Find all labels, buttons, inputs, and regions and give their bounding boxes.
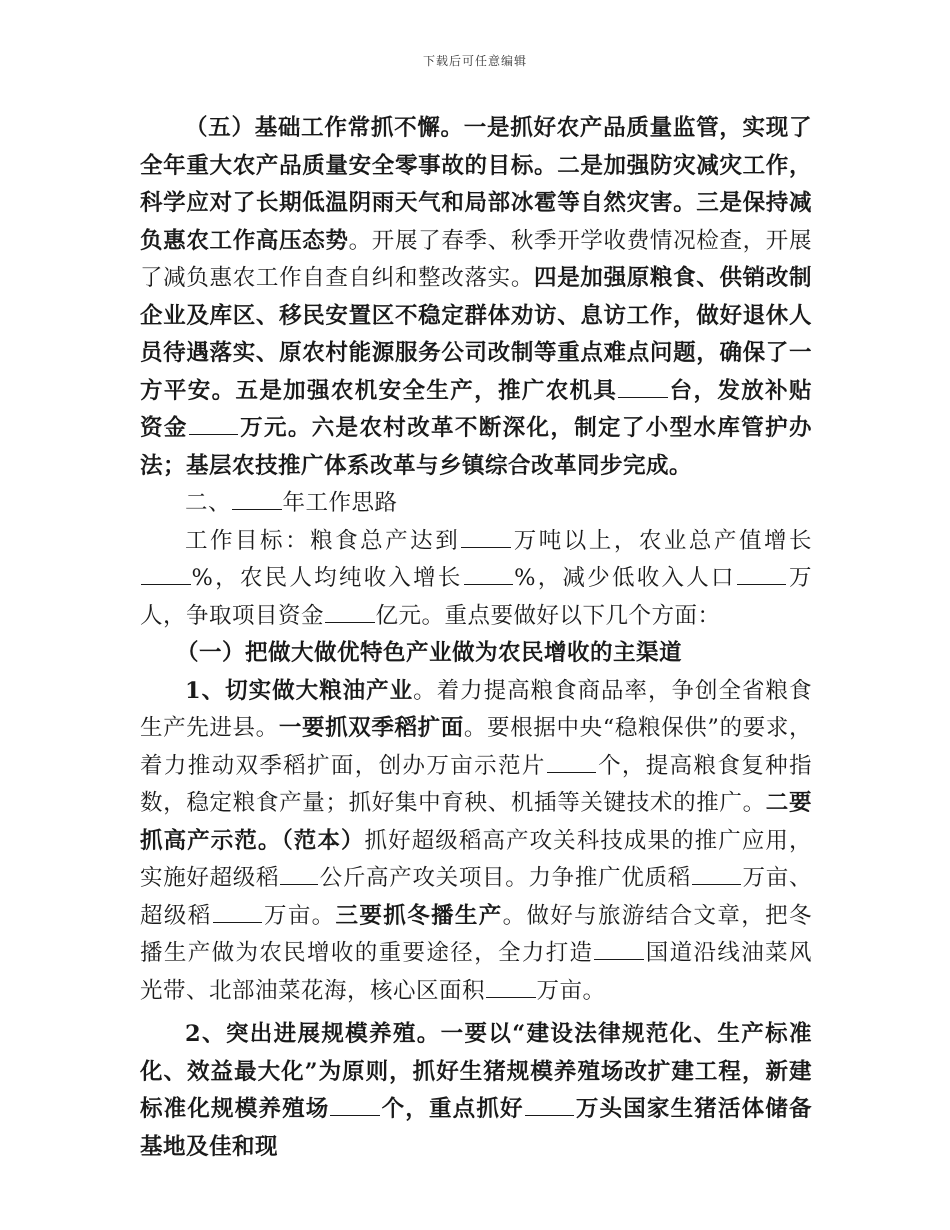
body-text: 万吨以上，农业总产值增长 [511, 527, 812, 554]
body-text: 万人，争取项目资金 [140, 565, 812, 629]
bold-text: 三要抓冬播生产 [335, 902, 503, 929]
fill-in-blank [618, 373, 668, 398]
body-text: 公斤高产攻关项目。力争推广优质稻 [319, 865, 691, 891]
bold-text: 万头国家生猪活体储备基地及佳和现 [140, 1096, 812, 1160]
body-text: 抓好超级稻高产攻关科技成果的推广应用，实施好超级稻 [140, 827, 812, 891]
heading-text: 二、 [185, 490, 232, 516]
bold-text: 四是加强原粮食、供销改制企业及库区、移民安置区不稳定群体劝访、息访工作，做好退休人员待遇落实、原农村能源服务公司改制等重点难点问题，确保了一方平安。五是加强农机安全生产，推广农机具 [140, 265, 812, 404]
bold-text: 二要抓高产示范。（范本） [140, 790, 812, 854]
body-text: 。做好与旅游结合文章，把冬播生产做为农民增收的重要途径，全力打造 [140, 902, 812, 966]
paragraph-section-five [140, 110, 812, 485]
fill-in-blank [141, 560, 191, 585]
fill-in-blank [594, 935, 644, 960]
body-text: 国道沿线油菜风光带、北部油菜花海，核心区面积 [140, 940, 812, 1004]
fill-in-blank [461, 523, 511, 548]
fill-in-blank [525, 1091, 575, 1116]
fill-in-blank [232, 485, 282, 510]
body-text: 。着力提高粮食商品率，争创全省粮食生产先进县。 [140, 677, 812, 741]
body-text: 万亩。 [263, 902, 336, 929]
fill-in-blank [280, 860, 318, 885]
bold-text: 个，重点抓好 [380, 1096, 524, 1122]
bold-text: 台，发放补贴资金 [140, 377, 812, 441]
body-text: 亿元。重点要做好以下几个方面： [375, 602, 721, 629]
heading-text: 年工作思路 [282, 490, 398, 516]
body-text: %，减少低收入人口 [514, 565, 736, 591]
fill-in-blank [737, 560, 787, 585]
paragraph-work-goals [140, 523, 812, 636]
paragraph-grain-oil [140, 673, 812, 1011]
bold-text: 2、突出进展规模养殖。一要以“建设法律规范化、生产标准化、效益最大化”为原则，抓好生猪规模养殖场改扩建工程，新建标准化规模养殖场 [140, 1021, 812, 1122]
fill-in-blank [464, 560, 514, 585]
fill-in-blank [189, 410, 239, 435]
body-text: 万亩。 [536, 977, 606, 1004]
fill-in-blank [486, 973, 536, 998]
bold-text: 万元。六是农村改革不断深化，制定了小型水库管护办法；基层农技推广体系改革与乡镇综合改革同步完成。 [140, 415, 812, 479]
fill-in-blank [692, 860, 742, 885]
paragraph-livestock [140, 1016, 812, 1166]
fill-in-blank [330, 1091, 380, 1116]
body-text: 。开展了春季、秋季开学收费情况检查，开展了减负惠农工作自查自纠和整改落实。 [140, 227, 812, 291]
body-text: 万亩、超级稻 [140, 865, 812, 929]
bold-text: 1、切实做大粮油产业 [185, 677, 414, 704]
page-header: 下载后可任意编辑 [422, 54, 527, 68]
body-text: %，农民人均纯收入增长 [191, 565, 463, 591]
subsection-heading-one: （一）把做大做优特色产业做为农民增收的主渠道 [176, 640, 683, 666]
body-text: 个，提高粮食复种指数，稳定粮食产量；抓好集中育秧、机插等关键技术的推广。 [140, 752, 812, 816]
bold-text: 一要抓双季稻扩面 [278, 715, 464, 741]
fill-in-blank [213, 898, 263, 923]
body-text: 。要根据中央“稳粮保供”的要求，着力推动双季稻扩面，创办万亩示范片 [140, 715, 812, 779]
document-body [140, 110, 812, 1166]
section-heading-work-ideas [140, 485, 812, 523]
fill-in-blank [547, 748, 597, 773]
fill-in-blank [325, 598, 375, 623]
body-text: 工作目标：粮食总产达到 [185, 527, 461, 554]
bold-text: （五）基础工作常抓不懈。一是抓好农产品质量监管，实现了全年重大农产品质量安全零事故的目标。二是加强防灾减灾工作，科学应对了长期低温阴雨天气和局部冰雹等自然灾害。三是保持减负惠农工作高压态势 [140, 115, 812, 254]
